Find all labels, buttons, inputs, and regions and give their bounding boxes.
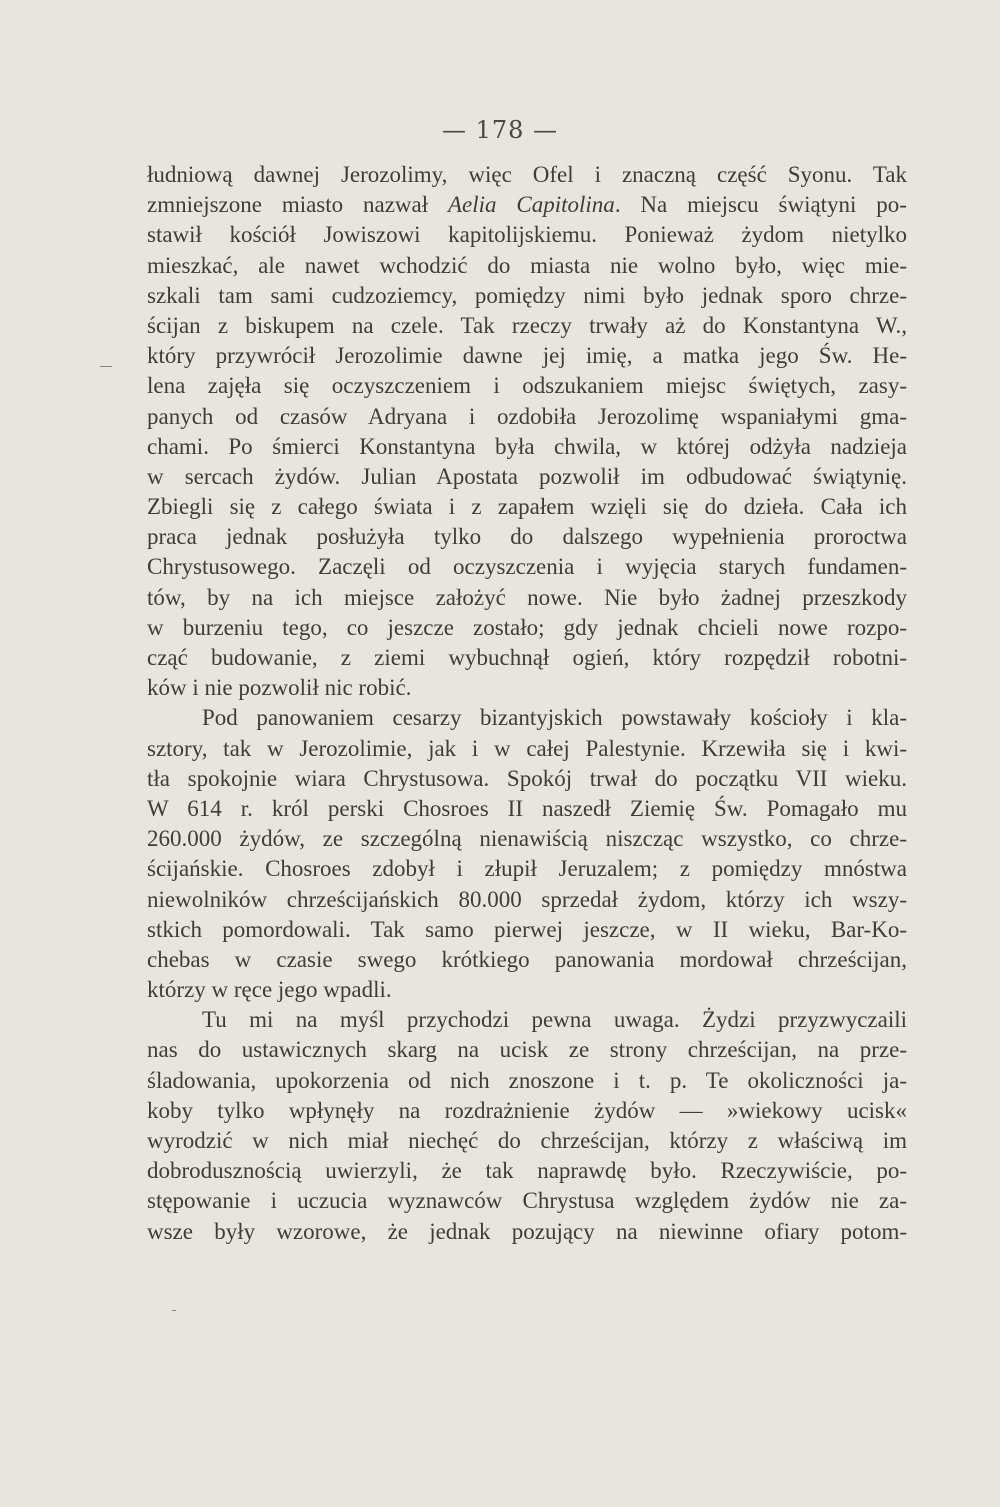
text-line: Zbiegli się z całego świata i z zapałem wzięli się do dzieła. Cała ich	[147, 494, 907, 520]
text-line: w sercach żydów. Julian Apostata pozwolił im odbudować świątynię.	[147, 463, 907, 489]
italic-term: Aelia Capitolina	[448, 192, 615, 218]
text-line: 260.000 żydów, ze szczególną nienawiścią niszcząc wszystko, co chrze-	[147, 826, 907, 852]
margin-mark	[100, 366, 112, 367]
text-line: mieszkać, ale nawet wchodzić do miasta nie wolno było, więc mie-	[147, 252, 907, 278]
text-line: niewolników chrześcijańskich 80.000 sprzedał żydom, którzy ich wszy-	[147, 886, 907, 912]
text-line: sztory, tak w Jerozolimie, jak i w całej Palestynie. Krzewiła się i kwi-	[147, 735, 907, 761]
text-line: wyrodzić w nich miał niechęć do chrześcijan, którzy z właściwą im	[147, 1128, 907, 1153]
text-line: panych od czasów Adryana i ozdobiła Jerozolimę wspaniałymi gma-	[147, 403, 907, 429]
text-line: koby tylko wpłynęły na rozdrażnienie żydów — »wiekowy ucisk«	[147, 1097, 907, 1123]
text-line: ków i nie pozwolił nic robić.	[147, 675, 412, 701]
paragraph-3	[147, 1005, 907, 1247]
text-line: którzy w ręce jego wpadli.	[147, 977, 392, 1003]
text-line: który przywrócił Jerozolimie dawne jej imię, a matka jego Św. He-	[147, 343, 907, 369]
text-line: zmniejszone miasto nazwał Aelia Capitolina. Na miejscu świątyni po-	[147, 192, 907, 218]
text-line: wsze były wzorowe, że jednak pozujący na niewinne ofiary potom-	[147, 1218, 907, 1244]
text-line: W 614 r. król perski Chosroes II naszedł Ziemię Św. Pomagało mu	[147, 795, 907, 821]
paragraph-2	[147, 703, 907, 1005]
text-line: tła spokojnie wiara Chrystusowa. Spokój trwał do początku VII wieku.	[147, 765, 907, 791]
text-line: praca jednak posłużyła tylko do dalszego wypełnienia proroctwa	[147, 524, 907, 550]
text-line: łudniową dawnej Jerozolimy, więc Ofel i znaczną część Syonu. Tak	[147, 162, 907, 187]
text-line: stępowanie i uczucia wyznawców Chrystusa względem żydów nie za-	[147, 1188, 907, 1214]
text-line: w burzeniu tego, co jeszcze zostało; gdy jednak chcieli nowe rozpo-	[147, 614, 907, 640]
text-line: cząć budowanie, z ziemi wybuchnął ogień, który rozpędził robotni-	[147, 645, 907, 670]
text-line: tów, by na ich miejsce założyć nowe. Nie było żadnej przeszkody	[147, 584, 907, 610]
text-line: stawił kościół Jowiszowi kapitolijskiemu. Ponieważ żydom nietylko	[147, 222, 907, 248]
text-line: stkich pomordowali. Tak samo pierwej jeszcze, w II wieku, Bar-Ko-	[147, 916, 907, 942]
text-line: ścijan z biskupem na czele. Tak rzeczy trwały aż do Konstantyna W.,	[147, 312, 907, 338]
margin-mark	[172, 1310, 176, 1311]
body-text	[147, 160, 907, 1247]
text-line: chebas w czasie swego krótkiego panowania mordował chrześcijan,	[147, 946, 907, 972]
text-line: chami. Po śmierci Konstantyna była chwila, w której odżyła nadzieja	[147, 433, 907, 459]
text-line: lena zajęła się oczyszczeniem i odszukaniem miejsc świętych, zasy-	[147, 373, 907, 399]
paragraph-1	[147, 160, 907, 703]
text-line: szkali tam sami cudzoziemcy, pomiędzy nimi było jednak sporo chrze-	[147, 282, 907, 308]
text-line: ścijańskie. Chosroes zdobył i złupił Jeruzalem; z pomiędzy mnóstwa	[147, 856, 907, 882]
text-line: Tu mi na myśl przychodzi pewna uwaga. Żydzi przyzwyczaili	[202, 1007, 907, 1033]
text-line: nas do ustawicznych skarg na ucisk ze strony chrześcijan, na prze-	[147, 1037, 907, 1063]
text-line: dobrodusznością uwierzyli, że tak naprawdę było. Rzeczywiście, po-	[147, 1158, 907, 1184]
page-number: — 178 —	[441, 116, 559, 144]
text-line: Chrystusowego. Zaczęli od oczyszczenia i wyjęcia starych fundamen-	[147, 554, 907, 580]
text-line: Pod panowaniem cesarzy bizantyjskich powstawały kościoły i kla-	[202, 705, 907, 731]
text-line: śladowania, upokorzenia od nich znoszone i t. p. Te okoliczności ja-	[147, 1067, 907, 1093]
